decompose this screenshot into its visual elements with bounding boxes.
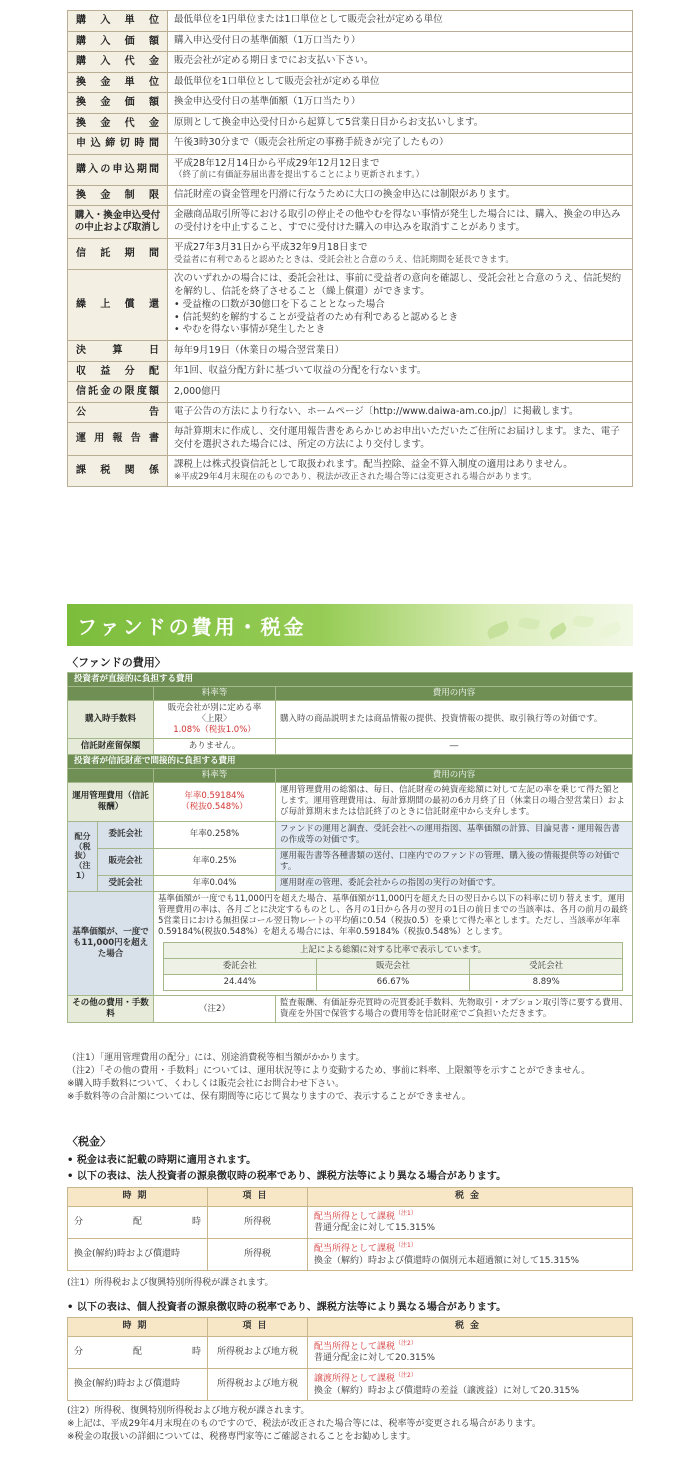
term-label: 購入価額 xyxy=(68,31,168,52)
alloc-name: 委託会社 xyxy=(98,821,154,848)
term-row xyxy=(68,11,633,32)
col-rate: 料率等 xyxy=(154,687,276,701)
term-row xyxy=(68,455,633,486)
term-row xyxy=(68,31,633,52)
term-note: ※平成29年4月末現在のものであり、税法が改正された場合等には変更される場合があります。 xyxy=(174,471,537,482)
tax-item: 所得税および地方税 xyxy=(208,1336,308,1368)
term-row xyxy=(68,423,633,456)
term-bullet: • 受益権の口数が30億口を下ることとなった場合 xyxy=(174,298,385,310)
tax-notes xyxy=(67,1405,633,1444)
term-value xyxy=(168,238,633,269)
term-text: 金融商品取引所等における取引の停止その他やむを得ない事情が発生した場合には、購入、換金の申込みの受付けを中止すること、すでに受付けた購入の申込みを取消すことがあります。 xyxy=(174,209,621,234)
tax-detail: 配当所得として課税$^{(注1)}$ 普通分配金に対して15.315% xyxy=(308,1206,633,1238)
indirect-cost-group: 投資者が信託財産で間接的に負担する費用 xyxy=(68,755,633,769)
other-fee-label: その他の費用・手数料 xyxy=(68,996,154,1023)
tax-item: 所得税 xyxy=(208,1206,308,1238)
tax-note: ※税金の取扱いの詳細については、税務専門家等にご確認されることをお勧めします。 xyxy=(67,1432,416,1443)
term-label: 決算日 xyxy=(68,341,168,362)
retention-rate: ありません。 xyxy=(154,739,276,755)
term-row xyxy=(68,206,633,239)
tax-lead: • 以下の表は、法人投資者の源泉徴収時の税率であり、課税方法等により異なる場合があります。 xyxy=(67,1171,507,1182)
term-row xyxy=(68,72,633,93)
term-row xyxy=(68,270,633,341)
mgmt-fee-desc: 運用管理費用の総額は、毎日、信託財産の純資産総額に対して左記の率を乗じて得た額とします。運用管理費用は、毎計算期間の最初の6カ月終了日（休業日の場合翌営業日）および毎計算期末または信託終了のときに信託財産中から支弁します。 xyxy=(276,783,633,821)
leaf-decoration-icon xyxy=(598,621,622,638)
term-row xyxy=(68,154,633,185)
col-rate-2: 料率等 xyxy=(154,769,276,783)
tax-heading: 〈税金〉 xyxy=(67,1135,111,1148)
term-label: 購入の申込期間 xyxy=(68,154,168,185)
purchase-fee-rate: 販売会社が別に定める率 〈上限〉1.08%（税抜1.0%） xyxy=(154,701,276,739)
term-bullet: • やむを得ない事情が発生したとき xyxy=(174,324,326,336)
term-label: 申込締切時間 xyxy=(68,134,168,155)
term-value xyxy=(168,52,633,73)
term-text: 平成27年3月31日から平成32年9月18日まで xyxy=(174,241,368,253)
leaf-decoration-icon xyxy=(486,621,511,640)
term-text: 毎年9月19日（休業日の場合翌営業日） xyxy=(174,344,345,356)
other-fee-desc: 監査報酬、有価証券売買時の売買委託手数料、先物取引・オプション取引等に要する費用、資産を外国で保管する場合の費用等を信託財産でご負担いただきます。 xyxy=(276,996,633,1023)
tax-period: 換金(解約)時および償還時 xyxy=(68,1369,208,1401)
fee-note: ※手数料等の合計額については、保有期間等に応じて異なりますので、表示することができません。 xyxy=(67,1092,471,1103)
term-row xyxy=(68,341,633,362)
tax-note: (注1）所得税および復興特別所得税が課されます。 xyxy=(67,1278,274,1288)
term-row xyxy=(68,134,633,155)
alloc-rate: 年率0.25% xyxy=(154,848,276,875)
ratio-table xyxy=(163,942,624,991)
threshold-text: 基準価額が一度でも11,000円を超えた場合、基準価額が11,000円を超えた日の翌日から以下の料率に切り替えます。運用管理費用の率は、各月ごとに決定するものとし、各月の1日から各月の翌月の1日の前日までの当該率は、各月の前月の最終5営業日における無担保コール翌日物レートの平均値に0.54（税抜0.5）を乗じて得た率とします。ただし、当該率が年率0.59184%(税抜0.548%）を超える場合には、年率0.59184%（税抜0.548%）とします。 xyxy=(158,893,628,937)
fee-note: ※購入時手数料について、くわしくは販売会社にお問合わせ下さい。 xyxy=(67,1079,345,1090)
alloc-name: 販売会社 xyxy=(98,848,154,875)
term-label: 換金制限 xyxy=(68,185,168,206)
tax-detail: 配当所得として課税$^{(注1)}$ 換金（解約）時および償還時の個別元本超過額に対して15.315% xyxy=(308,1239,633,1271)
term-value xyxy=(168,206,633,239)
term-row xyxy=(68,361,633,382)
term-row xyxy=(68,402,633,423)
ratio-col: 受託会社 xyxy=(470,958,623,974)
term-text: 信託財産の資金管理を円滑に行なうために大口の換金申込には制限があります。 xyxy=(174,189,516,201)
tax-detail: 譲渡所得として課税$^{(注2)}$ 換金（解約）時および償還時の差益（譲渡益）に対して20.315% xyxy=(308,1369,633,1401)
term-value xyxy=(168,270,633,341)
term-value xyxy=(168,93,633,114)
leaf-decoration-icon xyxy=(572,614,594,628)
direct-cost-group: 投資者が直接的に負担する費用 xyxy=(68,673,633,687)
threshold-desc xyxy=(154,891,633,995)
term-note: 受益者に有利であると認めたときは、受託会社と合意のうえ、信託期間を延長できます。 xyxy=(174,254,514,265)
fee-note: （注2）「その他の費用・手数料」については、運用状況等により変動するため、事前に料率、上限額等を示すことができません。 xyxy=(67,1066,591,1077)
term-label: 繰上償還 xyxy=(68,270,168,341)
fee-notes xyxy=(67,1052,633,1104)
tax-col: 税金 xyxy=(308,1188,633,1207)
term-label: 信託金の限度額 xyxy=(68,382,168,403)
term-value xyxy=(168,382,633,403)
tax-item: 所得税 xyxy=(208,1239,308,1271)
individual-tax-table xyxy=(67,1317,633,1401)
term-label: 購入・換金申込受付の中止および取消し xyxy=(68,206,168,239)
alloc-desc: ファンドの運用と調査、受託会社への運用指図、基準価額の計算、目論見書・運用報告書の作成等の対価です。 xyxy=(276,821,633,848)
tax-period: 分配時 xyxy=(68,1206,208,1238)
ratio-col: 委託会社 xyxy=(163,958,316,974)
term-text: 電子公告の方法により行ない、ホームページ〔http://www.daiwa-am.co.jp/〕に掲載します。 xyxy=(174,406,579,418)
ratio-value: 66.67% xyxy=(316,975,469,991)
corporate-tax-table xyxy=(67,1187,633,1271)
term-label: 課税関係 xyxy=(68,455,168,486)
alloc-rate: 年率0.04% xyxy=(154,875,276,891)
term-text: 午後3時30分まで（販売会社所定の事務手続きが完了したもの） xyxy=(174,137,449,149)
term-value xyxy=(168,341,633,362)
leaf-decoration-icon xyxy=(518,616,540,632)
section-title: ファンドの費用・税金 xyxy=(77,615,307,639)
term-row xyxy=(68,382,633,403)
alloc-desc: 運用財産の管理、委託会社からの指図の実行の対価です。 xyxy=(276,875,633,891)
term-value xyxy=(168,185,633,206)
term-value xyxy=(168,423,633,456)
threshold-label: 基準価額が、一度でも11,000円を超えた場合 xyxy=(68,891,154,995)
retention-desc: ― xyxy=(276,739,633,755)
tax-col: 項目 xyxy=(208,1188,308,1207)
term-text: 平成28年12月14日から平成29年12月12日まで xyxy=(174,157,380,169)
retention-label: 信託財産留保額 xyxy=(68,739,154,755)
term-text: 次のいずれかの場合には、委託会社は、事前に受益者の意向を確認し、受託会社と合意のうえ、信託契約を解約し、信託を終了させること（繰上償還）ができます。 xyxy=(174,273,622,297)
tax-period: 換金(解約)時および償還時 xyxy=(68,1239,208,1271)
term-row xyxy=(68,52,633,73)
ratio-value: 8.89% xyxy=(470,975,623,991)
term-value xyxy=(168,402,633,423)
alloc-rate: 年率0.258% xyxy=(154,821,276,848)
term-note: （終了前に有価証券届出書を提出することにより更新されます。） xyxy=(174,170,425,181)
term-row xyxy=(68,185,633,206)
term-label: 公告 xyxy=(68,402,168,423)
leaf-decoration-icon xyxy=(548,622,569,640)
term-label: 信託期間 xyxy=(68,238,168,269)
term-value xyxy=(168,134,633,155)
fund-terms-table xyxy=(67,10,633,487)
other-fee-rate: （注2） xyxy=(154,996,276,1023)
fee-table xyxy=(67,672,633,1023)
term-label: 購入単位 xyxy=(68,11,168,32)
purchase-fee-desc: 購入時の商品説明または商品情報の提供、投資情報の提供、取引執行等の対価です。 xyxy=(276,701,633,739)
term-text: 年1回、収益分配方針に基づいて収益の分配を行ないます。 xyxy=(174,365,427,377)
tax-col: 時期 xyxy=(68,1318,208,1337)
fee-heading: 〈ファンドの費用〉 xyxy=(67,656,166,669)
tax-col: 時期 xyxy=(68,1188,208,1207)
purchase-fee-label: 購入時手数料 xyxy=(68,701,154,739)
term-row xyxy=(68,238,633,269)
tax-col: 税金 xyxy=(308,1318,633,1337)
term-bullet: • 信託契約を解約することが受益者のため有利であると認めるとき xyxy=(174,311,459,323)
term-value xyxy=(168,31,633,52)
alloc-desc: 運用報告書等各種書類の送付、口座内でのファンドの管理、購入後の情報提供等の対価です。 xyxy=(276,848,633,875)
mgmt-fee-rate: 年率0.59184% （税抜0.548%） xyxy=(154,783,276,821)
term-label: 換金価額 xyxy=(68,93,168,114)
tax-item: 所得税および地方税 xyxy=(208,1369,308,1401)
tax-note: ※上記は、平成29年4月末現在のものですので、税法が改正された場合等には、税率等が変更される場合があります。 xyxy=(67,1419,541,1430)
term-text: 購入申込受付日の基準価額（1万口当たり） xyxy=(174,34,361,46)
section-banner xyxy=(67,604,633,646)
alloc-name: 受託会社 xyxy=(98,875,154,891)
term-text: 原則として換金申込受付日から起算して5営業日目からお支払いします。 xyxy=(174,116,484,128)
term-row xyxy=(68,93,633,114)
term-value xyxy=(168,11,633,32)
term-label: 運用報告書 xyxy=(68,423,168,456)
term-label: 購入代金 xyxy=(68,52,168,73)
tax-lead: • 税金は表に記載の時期に適用されます。 xyxy=(67,1155,257,1166)
term-text: 毎計算期末に作成し、交付運用報告書をあらかじめお申出いただいたご住所にお届けします。また、電子交付を選択された場合には、所定の方法により交付します。 xyxy=(174,426,620,451)
term-text: 2,000億円 xyxy=(174,385,221,397)
ratio-col: 販売会社 xyxy=(316,958,469,974)
tax-col: 項目 xyxy=(208,1318,308,1337)
term-text: 課税上は株式投資信託として取扱われます。配当控除、益金不算入制度の適用はありません。 xyxy=(174,458,573,470)
term-value xyxy=(168,72,633,93)
term-value xyxy=(168,154,633,185)
tax-detail: 配当所得として課税$^{(注2)}$ 普通分配金に対して20.315% xyxy=(308,1336,633,1368)
term-row xyxy=(68,113,633,134)
term-text: 販売会社が定める期日までにお支払い下さい。 xyxy=(174,55,374,67)
term-value xyxy=(168,455,633,486)
tax-period: 分配時 xyxy=(68,1336,208,1368)
term-value xyxy=(168,113,633,134)
ratio-title: 上記による総額に対する比率で表示しています。 xyxy=(163,942,623,958)
tax-lead: • 以下の表は、個人投資者の源泉徴収時の税率であり、課税方法等により異なる場合があります。 xyxy=(67,1302,507,1313)
term-text: 換金申込受付日の基準価額（1万口当たり） xyxy=(174,96,361,108)
tax-note: (注2）所得税、復興特別所得税および地方税が課されます。 xyxy=(67,1406,310,1416)
term-text: 最低単位を1口単位として販売会社が定める単位 xyxy=(174,75,380,87)
col-content: 費用の内容 xyxy=(276,687,633,701)
fee-note: （注1）「運用管理費用の配分」には、別途消費税等相当額がかかります。 xyxy=(67,1053,365,1063)
term-label: 収益分配 xyxy=(68,361,168,382)
term-value xyxy=(168,361,633,382)
term-text: 最低単位を1円単位または1口単位として販売会社が定める単位 xyxy=(174,14,443,26)
allocation-label: 配分（税抜）（注1） xyxy=(68,821,98,891)
term-label: 換金単位 xyxy=(68,72,168,93)
mgmt-fee-label: 運用管理費用（信託報酬） xyxy=(68,783,154,821)
col-content-2: 費用の内容 xyxy=(276,769,633,783)
term-label: 換金代金 xyxy=(68,113,168,134)
ratio-value: 24.44% xyxy=(163,975,316,991)
